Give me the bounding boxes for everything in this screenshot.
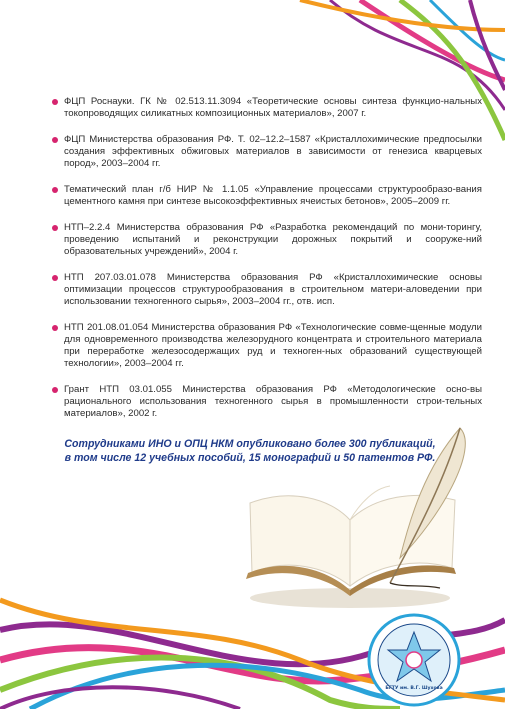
item-text: НТП 201.08.01.054 Министерства образования РФ «Технологические совме-щенные модули для одновременного производства железорудного концентрата и строительного материала при переработке железосодержащих руд и техноген-ных образований существующей технологии», 2003–2004 гг. xyxy=(64,322,482,369)
item-text: ФЦП Роснауки. ГК № 02.513.11.3094 «Теоретические основы синтеза функцио-нальных токопроводящих силикатных композиционных материалов», 2007 г. xyxy=(64,96,482,119)
summary-line-1: Сотрудниками ИНО и ОПЦ НКМ опубликовано более 300 публикаций, xyxy=(64,438,436,450)
emblem-seal xyxy=(366,612,462,708)
ink-line xyxy=(390,583,440,588)
item-text: Грант НТП 03.01.055 Министерства образования РФ «Методологические осно-вы рационального использования техногенного сырья в промышленности строи-тельных материалов», 2002 г. xyxy=(64,384,482,419)
list-item xyxy=(52,222,482,258)
emblem-caption: БГТУ им. В.Г. Шухова xyxy=(385,686,443,691)
project-list xyxy=(52,96,482,434)
bullet xyxy=(52,187,58,193)
publications-summary xyxy=(50,437,450,465)
list-item xyxy=(52,184,482,208)
item-text: Тематический план г/б НИР № 1.1.05 «Управление процессами структурообразо-вания цементного камня при синтезе высокоэффективных ячеистых бетонов», 2005–2009 гг. xyxy=(64,184,482,207)
bullet xyxy=(52,325,58,331)
bullet xyxy=(52,387,58,393)
item-text: ФЦП Министерства образования РФ. Т. 02–12.2–1587 «Кристаллохимические предпосылки создания эффективных обжиговых материалов в зависимости от генезиса кварцевых пород», 2003–2004 гг. xyxy=(64,134,482,169)
list-item xyxy=(52,134,482,170)
university-emblem xyxy=(366,612,462,708)
summary-line-2: в том числе 12 учебных пособий, 15 монографий и 50 патентов РФ. xyxy=(64,452,436,464)
list-item xyxy=(52,96,482,120)
bullet xyxy=(52,225,58,231)
bullet xyxy=(52,275,58,281)
list-item xyxy=(52,272,482,308)
item-text: НТП 207.03.01.078 Министерства образования РФ «Кристаллохимические основы оптимизации процессов структурообразования в строительном матери-аловедении при использовании техногенного сырья», 2003–2004 гг., отв. исп. xyxy=(64,272,482,307)
list-item xyxy=(52,322,482,370)
emblem-center xyxy=(406,652,422,668)
bullet xyxy=(52,137,58,143)
item-text: НТП–2.2.4 Министерства образования РФ «Разработка рекомендаций по мони-торингу, проведению испытаний и реконструкции дорожных покрытий и сооруже-ний образовательных учреждений», 2004 г. xyxy=(64,222,482,257)
bullet xyxy=(52,99,58,105)
